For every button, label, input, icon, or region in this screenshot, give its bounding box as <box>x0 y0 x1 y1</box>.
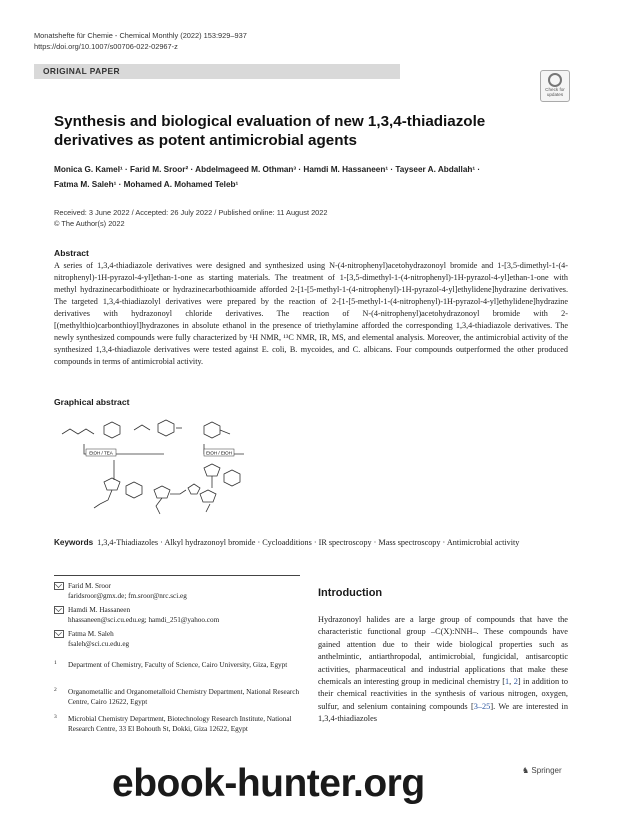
reference-link-1[interactable]: 1 <box>505 677 510 687</box>
benzene-ring-1 <box>104 422 120 438</box>
watermark-text: ebook-hunter.org <box>112 762 425 805</box>
thiadiazole-ring-1 <box>204 464 220 476</box>
affiliation-text: Department of Chemistry, Faculty of Science, Cairo University, Giza, Egypt <box>68 661 288 669</box>
check-updates-label: Check for updates <box>545 87 565 97</box>
check-updates-icon <box>548 73 562 87</box>
abstract-heading: Abstract <box>54 248 89 258</box>
affiliation-number: 1 <box>54 660 57 666</box>
authors-line-1: Monica G. Kamel¹ · Farid M. Sroor² · Abdelmageed M. Othman³ · Hamdi M. Hassaneen¹ · Tayseer A. Abdallah¹ · <box>54 165 481 174</box>
graphical-abstract-heading: Graphical abstract <box>54 397 130 407</box>
benzene-ring-2 <box>158 420 174 436</box>
contact-email[interactable]: fsaleh@sci.cu.edu.eg <box>68 639 130 648</box>
reaction-condition-left: EtOH / TEA <box>89 450 113 456</box>
reference-link-2[interactable]: 2 <box>513 677 518 687</box>
benzene-ring-3 <box>204 422 220 438</box>
journal-header <box>34 30 247 52</box>
pyrazole-ring <box>104 478 120 490</box>
contact-sroor <box>54 582 304 601</box>
pyrazole-ring-2 <box>200 490 216 502</box>
publisher-logo <box>522 766 562 775</box>
publication-dates <box>54 207 328 229</box>
introduction-heading: Introduction <box>318 587 383 599</box>
author-list <box>54 162 574 192</box>
publisher-name: Springer <box>531 766 562 775</box>
authors-line-2: Fatma M. Saleh¹ · Mohamed A. Mohamed Teleb¹ <box>54 180 239 189</box>
paper-title: Synthesis and biological evaluation of new 1,3,4-thiadiazole derivatives as potent antimicrobial agents <box>54 113 486 149</box>
affiliation-1 <box>54 661 304 671</box>
affiliation-text: Organometallic and Organometalloid Chemistry Department, National Research Centre, Cairo 12622, Egypt <box>68 688 300 706</box>
dates-line: Received: 3 June 2022 / Accepted: 26 July 2022 / Published online: 11 August 2022 <box>54 208 328 217</box>
benzene-ring-4 <box>126 482 142 498</box>
affiliation-2 <box>54 688 304 707</box>
keywords-label: Keywords <box>54 538 94 547</box>
doi-link[interactable]: https://doi.org/10.1007/s00706-022-02967-z <box>34 42 178 51</box>
copyright-line: © The Author(s) 2022 <box>54 219 125 228</box>
abstract-text: A series of 1,3,4-thiadiazole derivatives were designed and synthesized using N-(4-nitrophenyl)acetohydrazonoyl bromide and 1-[3,5-dimethyl-1-(4-nitrophenyl)-1H-pyrazol-4-yl]ethan-1-one as starting materials. The treatment of 1-[3,5-dimethyl-1-(4-nitrophenyl)-1H-pyrazol-4-yl]ethan-1-one with methyl hydrazinecarbodithioate or hydrazinecarbothioamide afforded 2-[1-[5-methyl-1-(4-nitrophenyl)-1H-pyrazol-4-yl]ethylidene]hydrazine derivatives. The targeted 1,3,4-thiadiazolyl derivatives were prepared by the reaction of 2-[1-[5-methyl-1-(4-nitrophenyl)-1H-pyrazol-4-yl]ethylidene]hydrazine derivatives with hydrazonoyl chloride derivatives. The reaction of N-(4-nitrophenyl)acetohydrazonoyl bromide with 2-[(methylthio)carbonthioyl]hydrazones in absolute ethanol in the presence of triethylamine afforded the corresponding 1,3,4-thiadiazole derivatives. The newly synthesized compounds were fully characterized by ¹H NMR, ¹³C NMR, IR, MS, and elemental analysis. Moreover, the antimicrobial activity of the synthesized 1,3,4-thiadiazole derivatives were tested against E. coli, B. mycoides, and C. albicans. Four compounds outperformed the other produced compounds in terms of antimicrobial activity. <box>54 261 568 366</box>
affiliation-3 <box>54 715 304 734</box>
introduction-text <box>318 614 568 726</box>
intro-text-part-3: ]. We are interested in 1,3,4-thiadiazoles <box>318 701 568 724</box>
intro-text-part-2: ] in addition to their chemical reactivities in the synthesis of various nitrogen, oxygen, sulfur, and selenium containing compounds [ <box>318 677 568 711</box>
keywords-block <box>54 537 568 549</box>
contact-email[interactable]: hhassaneen@sci.cu.edu.eg; hamdi_251@yahoo.com <box>68 615 220 624</box>
journal-citation: Monatshefte für Chemie - Chemical Monthly (2022) 153:929–937 <box>34 31 247 40</box>
ref-separator: , <box>509 677 514 687</box>
graphical-abstract-scheme <box>54 412 314 522</box>
reactant-chain-2 <box>134 425 150 430</box>
contact-name: Hamdi M. Hassaneen <box>68 606 131 614</box>
affiliation-text: Microbial Chemistry Department, Biotechnology Research Institute, National Research Centre, 33 El Bohouth St, Dokki, Giza 12622, Egypt <box>68 715 292 733</box>
contact-email[interactable]: faridsroor@gmx.de; fm.sroor@nrc.sci.eg <box>68 591 187 600</box>
envelope-icon <box>54 582 64 590</box>
contact-saleh <box>54 630 304 649</box>
affiliation-number: 3 <box>54 714 57 720</box>
contact-name: Farid M. Sroor <box>68 582 111 590</box>
check-for-updates-badge[interactable] <box>540 70 570 102</box>
footnote-divider <box>54 575 300 576</box>
thiadiazole-ring-2 <box>154 486 170 498</box>
reactant-chain <box>62 429 94 434</box>
contact-name: Fatma M. Saleh <box>68 630 114 638</box>
keywords-text: 1,3,4-Thiadiazoles · Alkyl hydrazonoyl bromide · Cycloadditions · IR spectroscopy · Mass spectroscopy · Antimicrobial activity <box>97 538 520 547</box>
affiliation-number: 2 <box>54 687 57 693</box>
contact-hassaneen <box>54 606 304 625</box>
reaction-condition-right: EtOH / EtOH <box>206 450 232 456</box>
envelope-icon <box>54 606 64 614</box>
intro-text-part-1: Hydrazonoyl halides are a large group of compounds that have the characteristic functional group –C(X):NNH–. These compounds have gained attention due to their wide biological properties such as anthelmintic, antiarthropodal, antimicrobial, fungicidal, antisarcoptic activities, pharmaceutical and industrial applications that make these chemicals an interesting group in medicinal chemistry [ <box>318 615 568 687</box>
reference-link-3-25[interactable]: 3–25 <box>473 701 491 711</box>
article-category-band <box>34 64 400 79</box>
benzene-ring-5 <box>224 470 240 486</box>
envelope-icon <box>54 630 64 638</box>
article-category: ORIGINAL PAPER <box>43 66 120 76</box>
springer-horse-icon: ♞ <box>522 766 530 775</box>
